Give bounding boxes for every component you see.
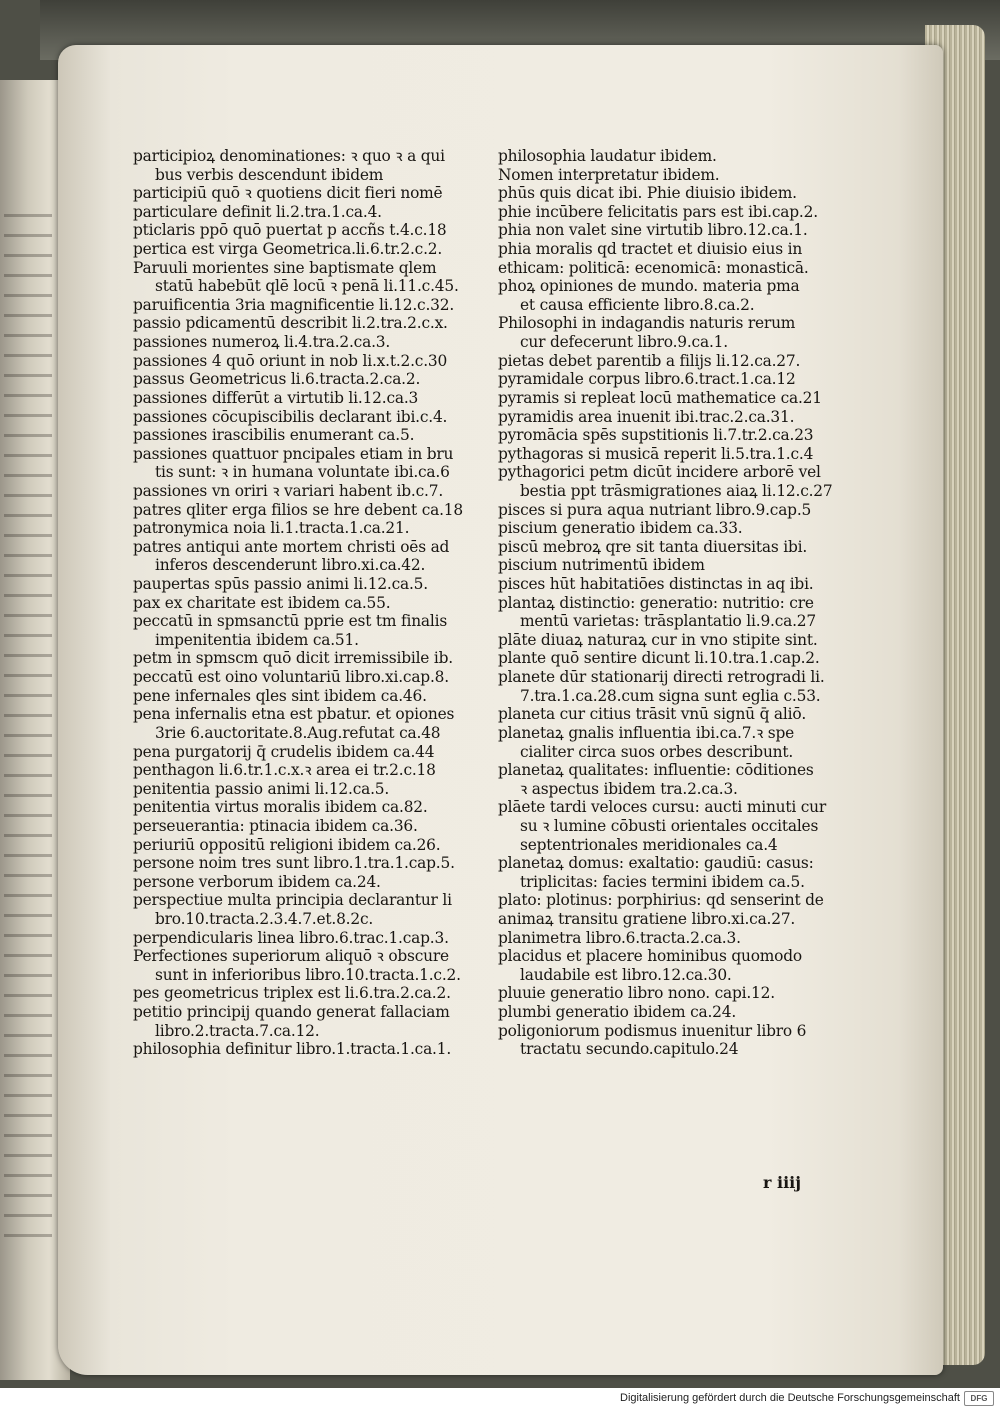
index-entry-line: pietas debet parentib a filijs li.12.ca.27. (498, 351, 801, 370)
index-entry-line: pyramis si repleat locū mathematice ca.21 (498, 388, 822, 407)
index-entry-line: passiones vn oriri ꝛ variari habent ib.c.7. (133, 481, 444, 500)
facing-page-text-fragment (4, 200, 52, 1250)
index-entry-line: piscium nutrimentū ibidem (498, 556, 705, 575)
index-entry-line: pythagorici petm dicūt incidere arborē vel (498, 463, 821, 482)
index-entry-line: cur defecerunt libro.9.ca.1. (520, 333, 728, 352)
index-entry-line: pyramidale corpus libro.6.tract.1.ca.12 (498, 370, 796, 389)
index-entry-line: patres antiqui ante mortem christi oēs ad (133, 537, 450, 556)
page (58, 45, 943, 1375)
index-entry-line: paupertas spūs passio animi li.12.ca.5. (133, 575, 428, 594)
index-entry-line: phie incūbere felicitatis pars est ibi.cap.2. (498, 202, 818, 221)
index-entry-line: phūs quis dicat ibi. Phie diuisio ibidem. (498, 184, 797, 203)
index-entry-line: 7.tra.1.ca.28.cum signa sunt eglia c.53. (520, 686, 821, 705)
index-entry-line: passus Geometricus li.6.tracta.2.ca.2. (133, 370, 421, 389)
index-entry-line: Nomen interpretatur ibidem. (498, 165, 720, 184)
index-entry-line: patronymica noia li.1.tracta.1.ca.21. (133, 519, 410, 538)
index-entry-line: su ꝛ lumine cōbusti orientales occitales (520, 816, 819, 835)
index-entry-line: ethicam: politicā: ecenomicā: monasticā. (498, 258, 809, 277)
index-entry-line: plumbi generatio ibidem ca.24. (498, 1003, 737, 1022)
index-entry-line: triplicitas: facies termini ibidem ca.5. (520, 872, 805, 891)
index-entry-line: plante quō sentire dicunt li.10.tra.1.cap.2. (498, 649, 820, 668)
index-entry-line: statū habebūt qlē locū ꝛ penā li.11.c.45. (155, 277, 459, 296)
left-column (133, 147, 498, 1059)
index-entry-line: patres qliter erga filios se hre debent ca.18 (133, 500, 463, 519)
index-entry-line: penitentia virtus moralis ibidem ca.82. (133, 798, 428, 817)
index-entry-line: peccatū in spmsanctū pprie est tm finalis (133, 612, 448, 631)
index-entry-line: passiones 4 quō oriunt in nob li.x.t.2.c.30 (133, 351, 448, 370)
index-entry-line: et causa efficiente libro.8.ca.2. (520, 295, 755, 314)
index-entry-line: participiū quō ꝛ quotiens dicit fieri nomē (133, 184, 443, 203)
index-entry-line: planetaꝝ qualitates: influentie: cōditiones (498, 761, 814, 780)
index-entry-line: plantaꝝ distinctio: generatio: nutritio: cre (498, 593, 814, 612)
index-entry-line: perspectiue multa principia declarantur li (133, 891, 452, 910)
index-entry-line: periuriū oppositū religioni ibidem ca.26. (133, 835, 441, 854)
index-entry-line: bro.10.tracta.2.3.4.7.et.8.2c. (155, 909, 374, 928)
footer-credit-text: Digitalisierung gefördert durch die Deutsche Forschungsgemeinschaft (620, 1392, 960, 1404)
index-entry-line: pertica est virga Geometrica.li.6.tr.2.c.2. (133, 240, 443, 259)
index-entry-line: planete dūr stationarij directi retrogradi li. (498, 668, 825, 687)
index-entry-line: passiones differūt a virtutib li.12.ca.3 (133, 388, 419, 407)
index-entry-line: pyramidis area inuenit ibi.trac.2.ca.31. (498, 407, 795, 426)
index-entry-line: pena infernalis etna est pbatur. et opiones (133, 705, 455, 724)
index-entry-line: piscium generatio ibidem ca.33. (498, 519, 743, 538)
footer (0, 1388, 1000, 1408)
index-entry-line: particulare definit li.2.tra.1.ca.4. (133, 202, 382, 221)
index-entry-line: pene infernales qles sint ibidem ca.46. (133, 686, 427, 705)
index-entry-line: passiones cōcupiscibilis declarant ibi.c.4. (133, 407, 448, 426)
index-entry-line: paruificentia 3ria magnificentie li.12.c.32. (133, 295, 455, 314)
index-entry-line: bestia ppt trāsmigrationes aiaꝝ li.12.c.27 (520, 481, 833, 500)
dfg-logo-icon: DFG (964, 1391, 994, 1406)
index-entry-line: peccatū est oino voluntariū libro.xi.cap.8. (133, 668, 449, 687)
index-entry-line: poligoniorum podismus inuenitur libro 6 (498, 1021, 807, 1040)
index-entry-line: passiones numeroꝝ li.4.tra.2.ca.3. (133, 333, 391, 352)
index-entry-line: sunt in inferioribus libro.10.tracta.1.c.2. (155, 965, 461, 984)
index-entry-line: penthagon li.6.tr.1.c.x.ꝛ area ei tr.2.c.18 (133, 761, 436, 780)
index-entry-line: inferos descenderunt libro.xi.ca.42. (155, 556, 426, 575)
index-entry-line: Philosophi in indagandis naturis rerum (498, 314, 796, 333)
index-entry-line: penitentia passio animi li.12.ca.5. (133, 779, 390, 798)
index-entry-line: phoꝝ opiniones de mundo. materia pma (498, 277, 800, 296)
index-entry-line: pythagoras si musicā reperit li.5.tra.1.c.4 (498, 444, 814, 463)
index-entry-line: pes geometricus triplex est li.6.tra.2.ca.2. (133, 984, 451, 1003)
index-entry-line: pax ex charitate est ibidem ca.55. (133, 593, 391, 612)
index-entry-line: septentrionales meridionales ca.4 (520, 835, 778, 854)
index-entry-line: pisces si pura aqua nutriant libro.9.cap.5 (498, 500, 812, 519)
index-entry-line: phia non valet sine virtutib libro.12.ca.1. (498, 221, 808, 240)
index-entry-line: planeta cur citius trāsit vnū signū q̄ aliō. (498, 705, 807, 724)
signature-mark: r iiij (763, 1173, 802, 1192)
index-entry-line: libro.2.tracta.7.ca.12. (155, 1021, 320, 1040)
index-entry-line: planetaꝝ gnalis influentia ibi.ca.7.ꝛ spe (498, 723, 795, 742)
index-entry-line: passiones quattuor pncipales etiam in bru (133, 444, 454, 463)
index-entry-line: participioꝝ denominationes: ꝛ quo ꝛ a qui (133, 147, 445, 165)
index-entry-line: tractatu secundo.capitulo.24 (520, 1040, 739, 1059)
index-entry-line: mentū varietas: trāsplantatio li.9.ca.27 (520, 612, 816, 631)
index-entry-line: plāte diuaꝝ naturaꝝ cur in vno stipite sint. (498, 630, 818, 649)
right-column (498, 147, 858, 1059)
index-entry-line: pyromācia spēs supstitionis li.7.tr.2.ca.23 (498, 426, 814, 445)
index-entry-line: petm in spmscm quō dicit irremissibile ib. (133, 649, 453, 668)
index-entry-line: passiones irascibilis enumerant ca.5. (133, 426, 415, 445)
index-entry-line: placidus et placere hominibus quomodo (498, 947, 802, 966)
index-entry-line: Perfectiones superiorum aliquō ꝛ obscure (133, 947, 449, 966)
index-entry-line: philosophia definitur libro.1.tracta.1.ca.1. (133, 1040, 452, 1059)
index-entry-line: Paruuli morientes sine baptismate qlem (133, 258, 437, 277)
index-entry-line: cialiter circa suos orbes describunt. (520, 742, 794, 761)
index-entry-line: pena purgatorij q̄ crudelis ibidem ca.44 (133, 742, 435, 761)
index-entry-line: animaꝝ transitu gratiene libro.xi.ca.27. (498, 909, 796, 928)
index-entry-line: ꝛ aspectus ibidem tra.2.ca.3. (520, 779, 738, 798)
index-entry-line: planetaꝝ domus: exaltatio: gaudiū: casus: (498, 854, 814, 873)
index-entry-line: impenitentia ibidem ca.51. (155, 630, 359, 649)
index-entry-line: 3rie 6.auctoritate.8.Aug.refutat ca.48 (155, 723, 441, 742)
index-entry-line: perseuerantia: ptinacia ibidem ca.36. (133, 816, 418, 835)
index-entry-line: petitio principij quando generat fallaciam (133, 1003, 450, 1022)
index-entry-line: bus verbis descendunt ibidem (155, 165, 384, 184)
index-entry-line: plato: plotinus: porphirius: qd senserint de (498, 891, 824, 910)
index-entry-line: perpendicularis linea libro.6.trac.1.cap.3. (133, 928, 449, 947)
index-entry-line: laudabile est libro.12.ca.30. (520, 965, 732, 984)
index-entry-line: plāete tardi veloces cursu: aucti minuti cur (498, 798, 827, 817)
index-entry-line: passio pdicamentū describit li.2.tra.2.c.x. (133, 314, 448, 333)
index-entry-line: persone noim tres sunt libro.1.tra.1.cap.5. (133, 854, 455, 873)
index-entry-line: pluuie generatio libro nono. capi.12. (498, 984, 775, 1003)
index-entry-line: tis sunt: ꝛ in humana voluntate ibi.ca.6 (155, 463, 450, 482)
index-entry-line: phia moralis qd tractet et diuisio eius in (498, 240, 803, 259)
index-entry-line: pisces hūt habitatiōes distinctas in aq ibi. (498, 575, 814, 594)
index-entry-line: piscū mebroꝝ qre sit tanta diuersitas ibi. (498, 537, 808, 556)
index-entry-line: persone verborum ibidem ca.24. (133, 872, 381, 891)
index-entry-line: planimetra libro.6.tracta.2.ca.3. (498, 928, 741, 947)
index-entry-line: philosophia laudatur ibidem. (498, 147, 717, 165)
index-entry-line: pticlaris ppō quō puertat p accñs t.4.c.18 (133, 221, 447, 240)
